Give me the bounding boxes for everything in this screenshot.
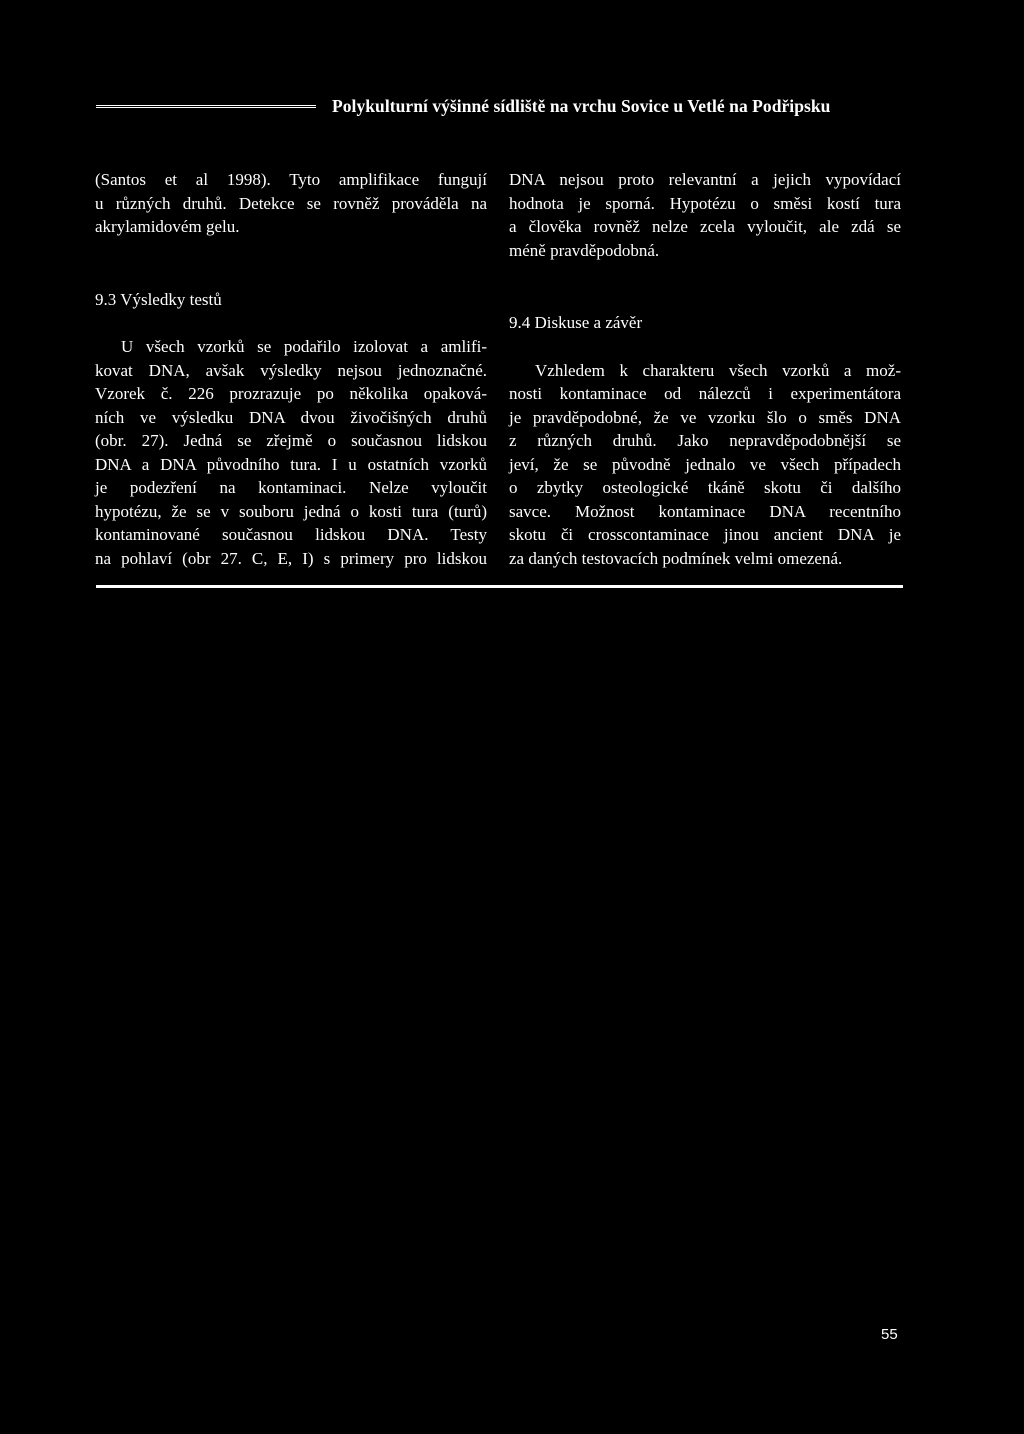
text-line: kovat DNA, avšak výsledky nejsou jednoznačné.	[95, 360, 487, 380]
text-line: jeví, že se původně jednalo ve všech případech	[509, 454, 901, 474]
text-line: méně pravděpodobná.	[509, 240, 660, 260]
text-line: skotu či crosscontaminace jinou ancient DNA je	[509, 525, 901, 544]
text-line: z různých druhů. Jako nepravděpodobnější se	[509, 431, 901, 450]
text-line: akrylamidovém gelu.	[95, 217, 240, 236]
page-number: 55	[881, 1326, 898, 1343]
text-line: (Santos et al 1998). Tyto amplifikace fungují	[95, 170, 487, 189]
left-body-paragraph	[95, 335, 487, 570]
text-line: (obr. 27). Jedná se zřejmě o současnou lidskou	[95, 431, 487, 450]
text-line: za daných testovacích podmínek velmi omezená.	[509, 548, 843, 568]
text-line: Vzhledem k charakteru všech vzorků a mož-	[535, 360, 901, 380]
text-line: DNA a DNA původního tura. I u ostatních vzorků	[95, 454, 487, 474]
text-line: Vzorek č. 226 prozrazuje po několika opaková-	[95, 384, 487, 403]
section-bottom-rule	[96, 585, 903, 588]
text-line: je pravděpodobné, že ve vzorku šlo o směs DNA	[509, 407, 901, 427]
text-line: je podezření na kontaminaci. Nelze vyloučit	[95, 478, 487, 497]
text-line: kontaminované současnou lidskou DNA. Testy	[95, 525, 487, 544]
right-column	[509, 168, 901, 570]
text-line: hodnota je sporná. Hypotézu o směsi kostí tura	[509, 193, 901, 213]
right-intro-paragraph	[509, 168, 901, 262]
text-line: savce. Možnost kontaminace DNA recentního	[509, 501, 901, 521]
text-line: na pohlaví (obr 27. C, E, I) s primery pro lidskou	[95, 548, 487, 568]
text-line: nosti kontaminace od nálezců i experimentátora	[509, 384, 901, 403]
running-header	[96, 94, 906, 118]
header-title: Polykulturní výšinné sídliště na vrchu Sovice u Vetlé na Podřipsku	[332, 95, 831, 116]
text-line: o zbytky osteologické tkáně skotu či dalšího	[509, 478, 901, 497]
text-line: a člověka rovněž nelze zcela vyloučit, ale zdá se	[509, 217, 901, 236]
section-heading-9-3: 9.3 Výsledky testů	[95, 289, 222, 309]
section-heading-9-4: 9.4 Diskuse a závěr	[509, 313, 643, 332]
text-line: hypotézu, že se v souboru jedná o kosti tura (turů)	[95, 501, 487, 521]
left-intro-paragraph	[95, 168, 487, 239]
text-line: U všech vzorků se podařilo izolovat a amlifi-	[121, 337, 487, 356]
left-column	[95, 168, 487, 570]
text-line: DNA nejsou proto relevantní a jejich vypovídací	[509, 170, 901, 189]
header-double-rule	[96, 105, 316, 108]
text-line: ních ve výsledku DNA dvou živočišných druhů	[95, 407, 487, 427]
right-body-paragraph	[509, 359, 901, 571]
text-line: u různých druhů. Detekce se rovněž prováděla na	[95, 193, 487, 213]
